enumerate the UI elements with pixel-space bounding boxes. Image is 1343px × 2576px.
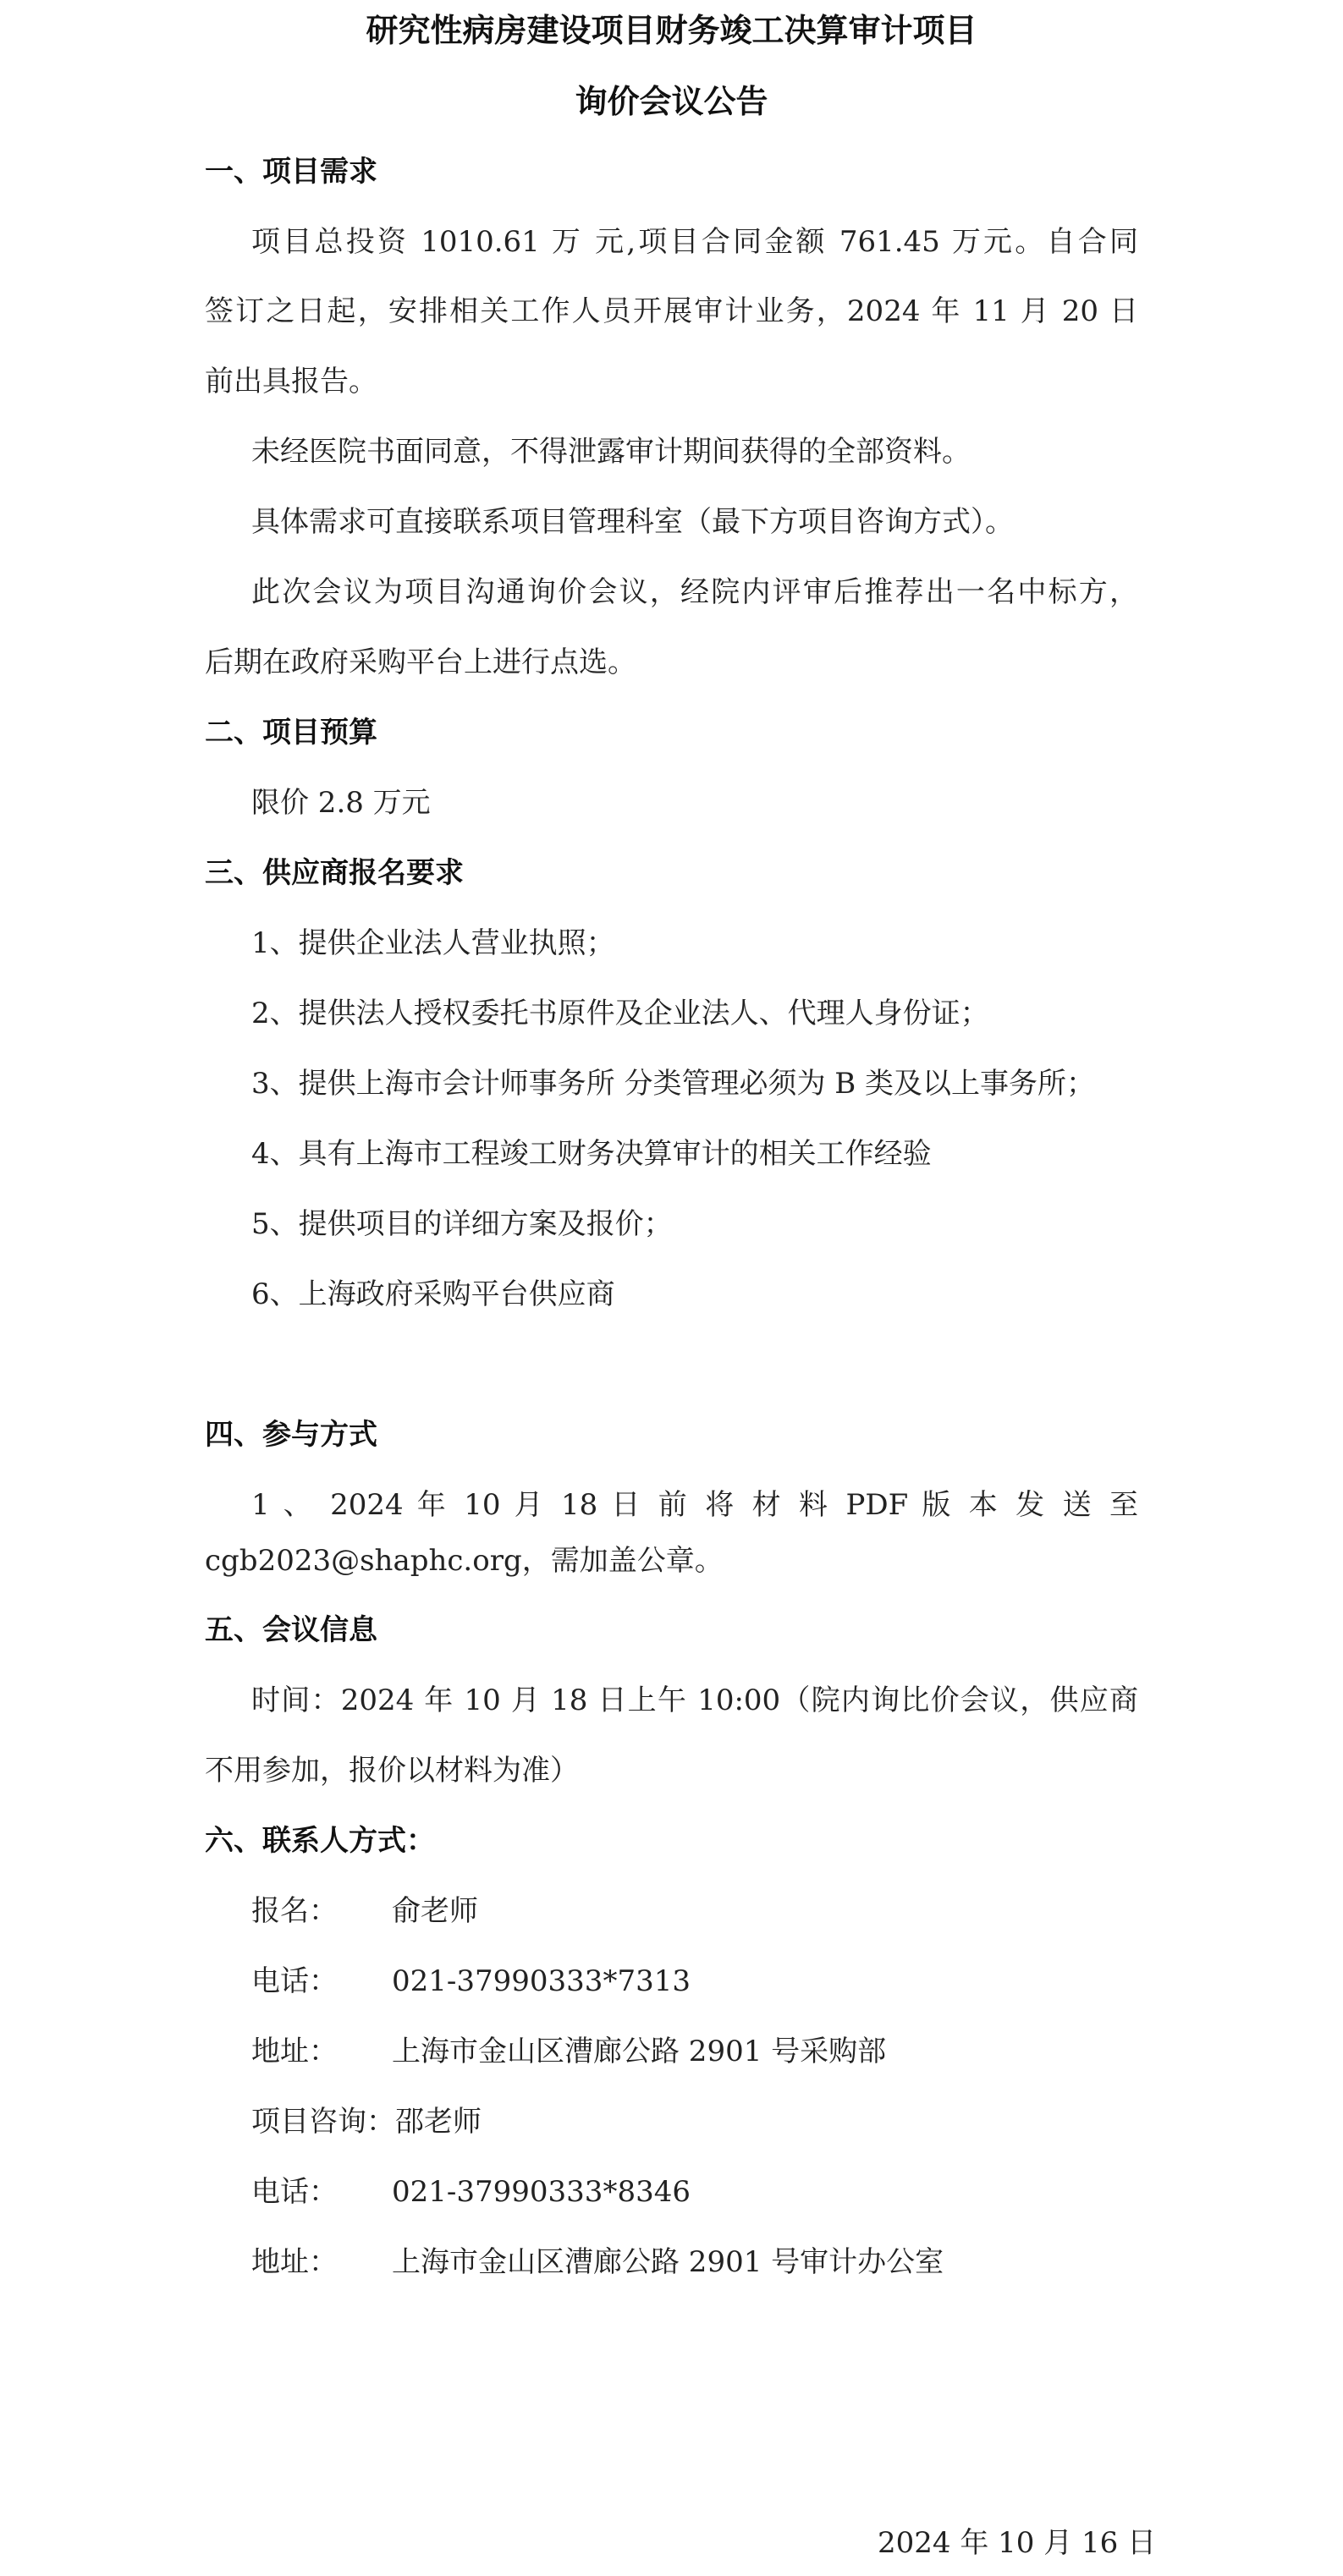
meeting-info-line1: 时间：2024 年 10 月 18 日上午 10:00（院内询比价会议，供应商 xyxy=(251,1683,1138,1717)
section-heading-budget: 二、项目预算 xyxy=(205,716,377,750)
signup-contact-name: 俞老师 xyxy=(392,1894,478,1928)
participation-line1: 1 、 2024 年 10 月 18 日 前 将 材 料 PDF 版 本 发 送 至 xyxy=(251,1488,1138,1522)
supplier-requirement-item: 5、提供项目的详细方案及报价； xyxy=(251,1207,673,1241)
section-heading-contacts: 六、联系人方式： xyxy=(205,1824,435,1858)
document-title-line1: 研究性病房建设项目财务竣工决算审计项目 xyxy=(366,12,977,49)
section-heading-meeting-info: 五、会议信息 xyxy=(205,1613,377,1647)
budget-text: 限价 2.8 万元 xyxy=(251,786,431,820)
supplier-requirement-item: 4、具有上海市工程竣工财务决算审计的相关工作经验 xyxy=(251,1137,932,1171)
document-date: 2024 年 10 月 16 日 xyxy=(878,2526,1157,2560)
signup-address: 上海市金山区漕廊公路 2901 号采购部 xyxy=(392,2035,887,2068)
project-consult-contact: 项目咨询：邵老师 xyxy=(251,2105,482,2139)
requirements-paragraph1-line2: 签订之日起，安排相关工作人员开展审计业务，2024 年 11 月 20 日 xyxy=(205,294,1138,328)
section-heading-supplier-requirements: 三、供应商报名要求 xyxy=(205,856,464,890)
phone-label: 电话： xyxy=(251,2175,338,2209)
consult-phone: 021-37990333*8346 xyxy=(392,2175,691,2209)
requirements-paragraph2: 未经医院书面同意，不得泄露审计期间获得的全部资料。 xyxy=(251,435,971,469)
section-heading-requirements: 一、项目需求 xyxy=(205,155,377,189)
supplier-requirement-item: 2、提供法人授权委托书原件及企业法人、代理人身份证； xyxy=(251,997,989,1030)
participation-line2: cgb2023@shaphc.org，需加盖公章。 xyxy=(205,1544,724,1578)
meeting-info-line2: 不用参加，报价以材料为准） xyxy=(205,1754,579,1788)
signup-phone: 021-37990333*7313 xyxy=(392,1964,691,1998)
address-label: 地址： xyxy=(251,2245,338,2279)
section-heading-participation: 四、参与方式 xyxy=(205,1418,377,1452)
phone-label: 电话： xyxy=(251,1964,338,1998)
requirements-paragraph1-line1: 项目总投资 1010.61 万 元,项目合同金额 761.45 万元。自合同 xyxy=(251,225,1138,259)
consult-address: 上海市金山区漕廊公路 2901 号审计办公室 xyxy=(392,2245,944,2279)
supplier-requirement-item: 3、提供上海市会计师事务所 分类管理必须为 B 类及以上事务所； xyxy=(251,1067,1096,1101)
requirements-paragraph4-line1: 此次会议为项目沟通询价会议，经院内评审后推荐出一名中标方， xyxy=(251,575,1138,609)
requirements-paragraph3: 具体需求可直接联系项目管理科室（最下方项目咨询方式）。 xyxy=(251,505,1014,539)
signup-label: 报名： xyxy=(251,1894,338,1928)
requirements-paragraph1-line3: 前出具报告。 xyxy=(205,365,377,398)
supplier-requirement-item: 1、提供企业法人营业执照； xyxy=(251,926,615,960)
requirements-paragraph4-line2: 后期在政府采购平台上进行点选。 xyxy=(205,645,636,679)
address-label: 地址： xyxy=(251,2035,338,2068)
supplier-requirement-item: 6、上海政府采购平台供应商 xyxy=(251,1277,615,1311)
document-title-line2: 询价会议公告 xyxy=(575,83,768,120)
